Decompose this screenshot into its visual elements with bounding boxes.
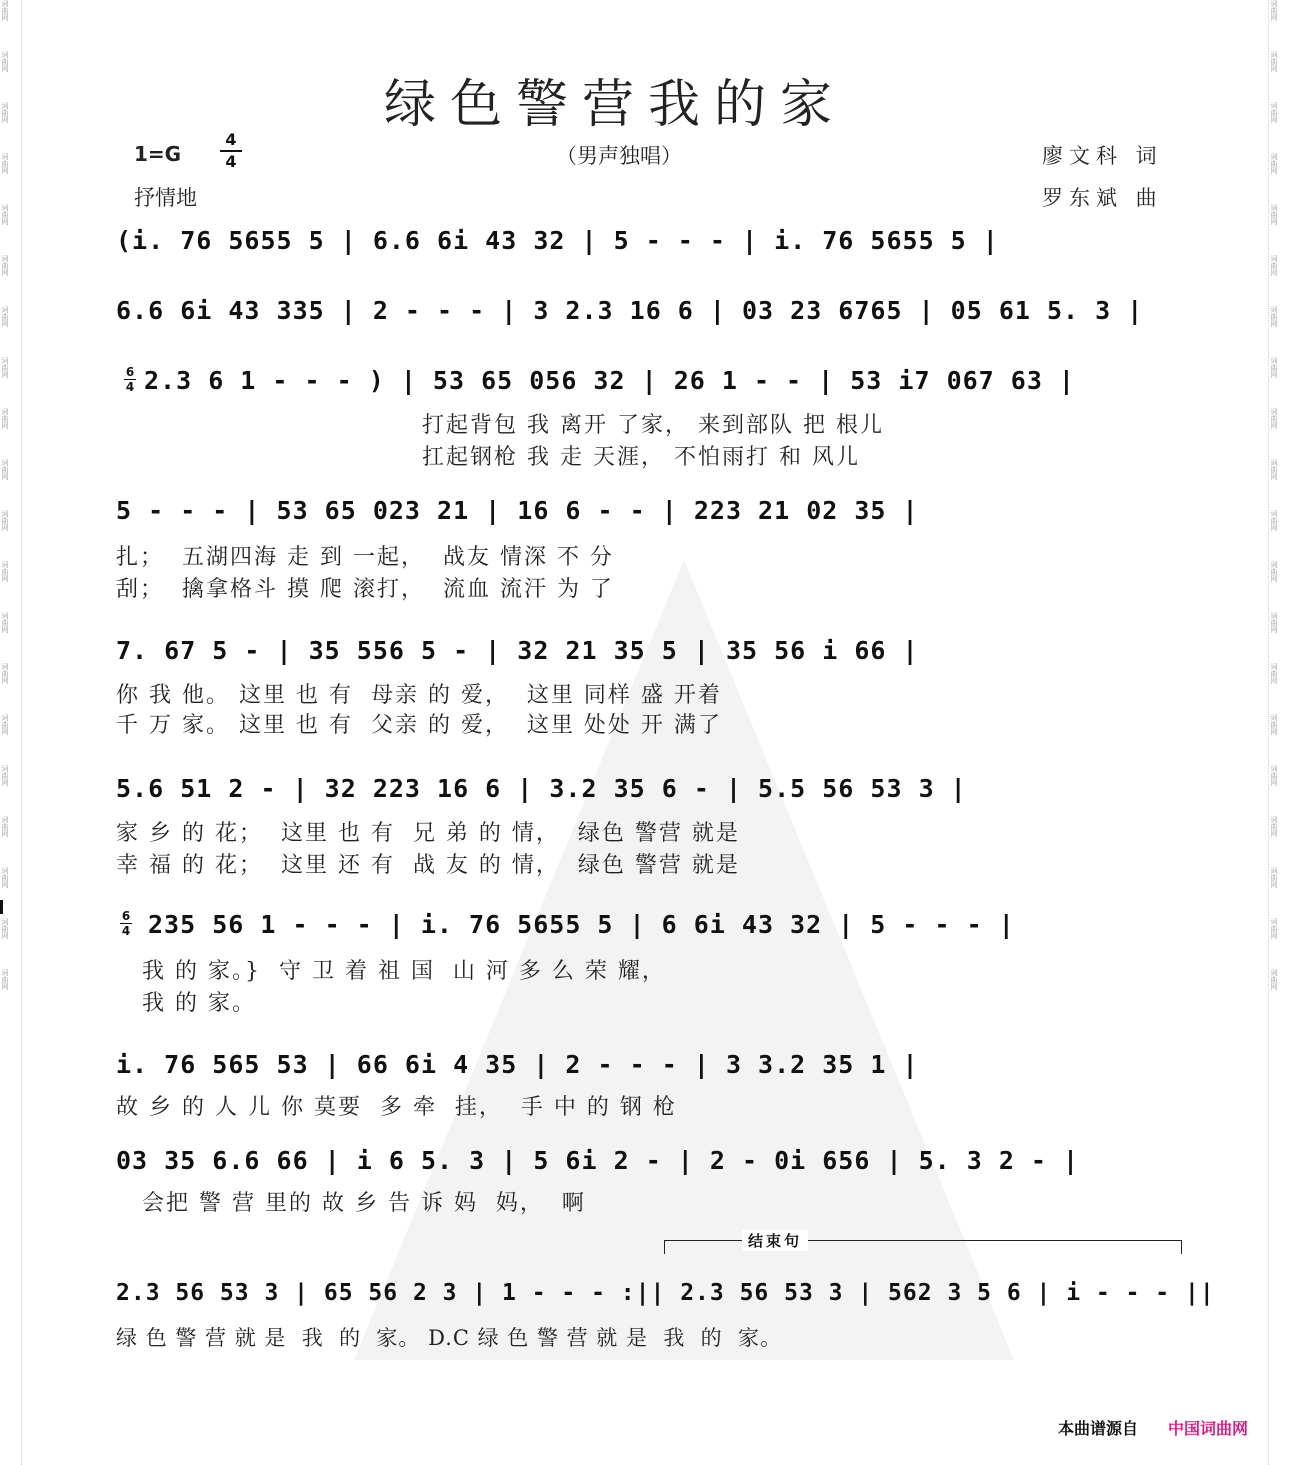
- meter-change: 6 4: [125, 365, 135, 394]
- watermark-text: 词曲网: [1, 51, 9, 72]
- watermark-text: 词曲网: [1270, 816, 1278, 837]
- lyric-line-verse-1: 我 的 家。} 守 卫 着 祖 国 山 河 多 么 荣 耀，: [142, 959, 666, 984]
- lyricist-credit: 廖文科 词: [1042, 144, 1163, 168]
- watermark-text: 词曲网: [1270, 969, 1278, 990]
- watermark-text: 词曲网: [1270, 663, 1278, 684]
- watermark-text: 词曲网: [1270, 459, 1278, 480]
- watermark-text: 词曲网: [1270, 561, 1278, 582]
- watermark-text: 词曲网: [1270, 867, 1278, 888]
- watermark-text: 词曲网: [1, 459, 9, 480]
- watermark-text: 词曲网: [1270, 408, 1278, 429]
- watermark-text: 词曲网: [1270, 0, 1278, 21]
- left-watermark-strip: [0, 0, 22, 1465]
- watermark-text: 词曲网: [1270, 918, 1278, 939]
- notation-row: 2.3 56 53 3 | 65 56 2 3 | 1 - - - :|| 2.3 56 53 3 | 562 3 5 6 | i - - - ||: [116, 1280, 1215, 1306]
- watermark-text: 词曲网: [1270, 153, 1278, 174]
- lyric-line: 绿 色 警 营 就 是 我 的 家。 D.C 绿 色 警 营 就 是 我 的 家。: [116, 1326, 783, 1350]
- watermark-text: 词曲网: [1, 765, 9, 786]
- lyric-line-verse-1: 扎； 五湖四海 走 到 一起， 战友 情深 不 分: [116, 545, 614, 570]
- watermark-text: 词曲网: [1270, 612, 1278, 633]
- notation-row: 5.6 51 2 - | 32 223 16 6 | 3.2 35 6 - | 5.5 56 53 3 |: [116, 774, 967, 803]
- watermark-text: 词曲网: [1270, 306, 1278, 327]
- watermark-text: 词曲网: [1270, 714, 1278, 735]
- watermark-text: 词曲网: [1, 0, 9, 21]
- lyric-line-verse-1: 家 乡 的 花； 这里 也 有 兄 弟 的 情， 绿色 警营 就是: [116, 821, 740, 846]
- lyric-line-verse-1: 你 我 他。 这里 也 有 母亲 的 爱， 这里 同样 盛 开着: [116, 683, 722, 708]
- watermark-text: 词曲网: [1270, 255, 1278, 276]
- watermark-text: 词曲网: [1270, 102, 1278, 123]
- watermark-text: 词曲网: [1270, 765, 1278, 786]
- lyric-line-verse-2: 幸 福 的 花； 这里 还 有 战 友 的 情， 绿色 警营 就是: [116, 853, 740, 878]
- notation-row: 6.6 6i 43 335 | 2 - - - | 3 2.3 16 6 | 03 23 6765 | 05 61 5. 3 |: [116, 296, 1144, 325]
- notation-row: 5 - - - | 53 65 023 21 | 16 6 - - | 223 21 02 35 |: [116, 496, 919, 525]
- notation-row: (i. 76 5655 5 | 6.6 6i 43 32 | 5 - - - | i. 76 5655 5 |: [116, 226, 999, 255]
- notation-row: 235 56 1 - - - | i. 76 5655 5 | 6 6i 43 32 | 5 - - - |: [148, 910, 1015, 939]
- watermark-text: 词曲网: [1270, 510, 1278, 531]
- notation-row: 7. 67 5 - | 35 556 5 - | 32 21 35 5 | 35 56 i 66 |: [116, 636, 919, 665]
- score-sheet: [24, 0, 1266, 1465]
- watermark-text: 词曲网: [1, 612, 9, 633]
- lyric-line: 故 乡 的 人 儿 你 莫要 多 牵 挂， 手 中 的 钢 枪: [116, 1095, 677, 1120]
- ending-label: 结束句: [742, 1230, 808, 1251]
- watermark-text: 词曲网: [1, 153, 9, 174]
- time-signature-top: 4: [225, 130, 237, 149]
- notation-row: 03 35 6.6 66 | i 6 5. 3 | 5 6i 2 - | 2 - 0i 656 | 5. 3 2 - |: [116, 1146, 1080, 1175]
- page-edge-marker: [0, 900, 6, 914]
- meter-change: 6 4: [121, 909, 131, 938]
- right-watermark-strip: [1268, 0, 1290, 1465]
- notation-row: i. 76 565 53 | 66 6i 4 35 | 2 - - - | 3 3.2 35 1 |: [116, 1050, 919, 1079]
- watermark-text: 词曲网: [1270, 204, 1278, 225]
- watermark-text: 词曲网: [1, 561, 9, 582]
- time-signature: [220, 132, 242, 170]
- watermark-text: 词曲网: [1, 816, 9, 837]
- time-signature-bottom: 4: [225, 152, 237, 171]
- watermark-text: 词曲网: [1270, 357, 1278, 378]
- watermark-text: 词曲网: [1, 357, 9, 378]
- lyric-line-verse-2: 刮； 擒拿格斗 摸 爬 滚打， 流血 流汗 为 了: [116, 577, 614, 602]
- watermark-text: 词曲网: [1, 969, 9, 990]
- lyric-line-verse-1: 打起背包 我 离开 了家， 来到部队 把 根儿: [422, 413, 884, 438]
- lyric-line-verse-2: 千 万 家。 这里 也 有 父亲 的 爱， 这里 处处 开 满了: [116, 713, 722, 738]
- lyric-line: 会把 警 营 里的 故 乡 告 诉 妈 妈， 啊: [142, 1191, 586, 1216]
- lyric-line-verse-2: 我 的 家。: [142, 991, 256, 1016]
- notation-row: 2.3 6 1 - - - ) | 53 65 056 32 | 26 1 - - | 53 i7 067 63 |: [144, 366, 1075, 395]
- composer-credit: 罗东斌 曲: [1042, 186, 1163, 210]
- watermark-text: 词曲网: [1, 510, 9, 531]
- song-title: 绿色警营我的家: [384, 75, 847, 135]
- watermark-text: 词曲网: [1, 102, 9, 123]
- watermark-text: 词曲网: [1, 714, 9, 735]
- watermark-text: 词曲网: [1270, 51, 1278, 72]
- watermark-text: 词曲网: [1, 867, 9, 888]
- key-signature: 1=G: [134, 142, 182, 166]
- subtitle: （男声独唱）: [556, 144, 682, 168]
- watermark-text: 词曲网: [1, 663, 9, 684]
- site-name-link[interactable]: 中国词曲网: [1168, 1419, 1249, 1438]
- watermark-text: 词曲网: [1, 255, 9, 276]
- tempo-marking: 抒情地: [134, 186, 197, 210]
- source-note: 本曲谱源自: [1058, 1419, 1139, 1438]
- watermark-text: 词曲网: [1, 204, 9, 225]
- lyric-line-verse-2: 扛起钢枪 我 走 天涯， 不怕雨打 和 风儿: [422, 445, 860, 470]
- watermark-text: 词曲网: [1, 408, 9, 429]
- watermark-text: 词曲网: [1, 306, 9, 327]
- watermark-text: 词曲网: [1, 918, 9, 939]
